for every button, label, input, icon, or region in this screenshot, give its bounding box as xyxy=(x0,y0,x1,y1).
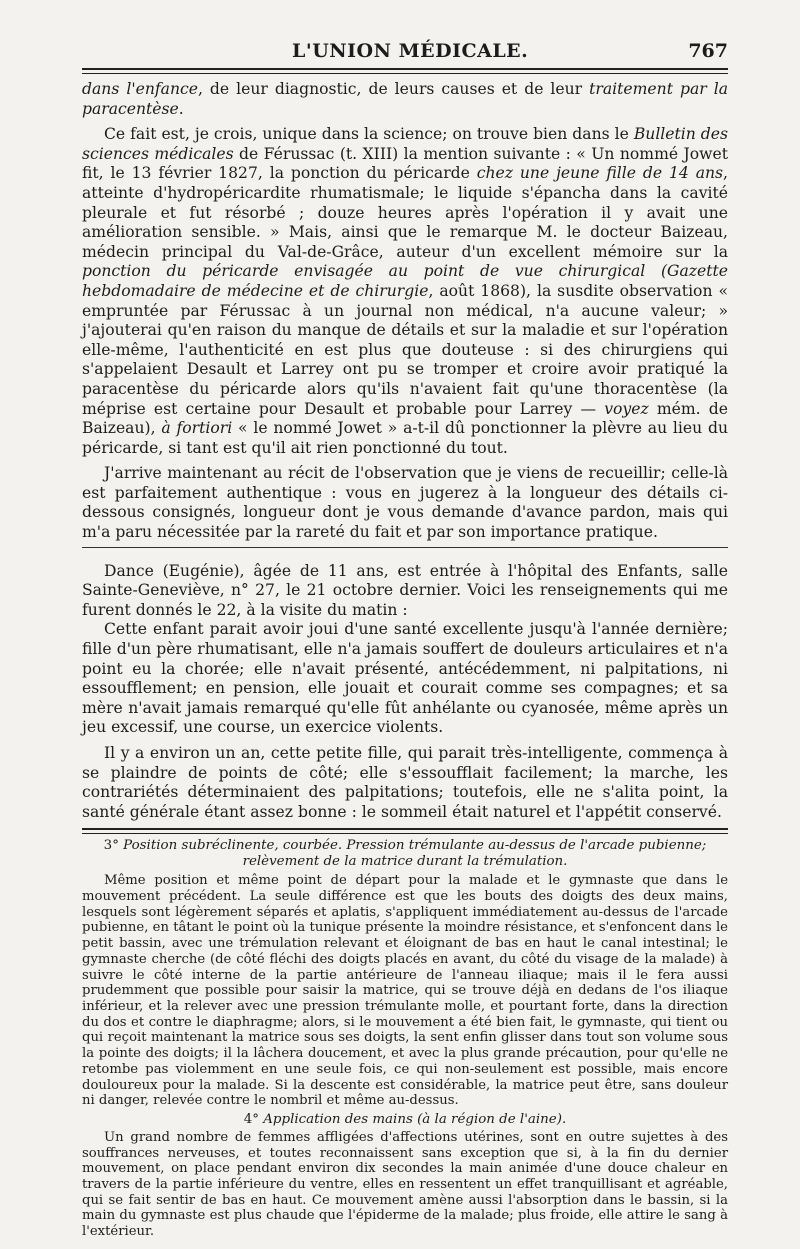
article-paragraph-5: Cette enfant parait avoir joui d'une santé excellente jusqu'à l'année dernière; fille d'un père rhumatisant, elle n'a jamais souffert de douleurs articulaires et n'a point eu la chorée; elle n'avait présenté, antécédemment, ni palpitations, ni essoufflement; en pension, elle jouait et courait comme ses compagnes; et sa mère n'avait jamais remarqué qu'elle fût anhélante ou cyanosée, même après un jeu excessif, une course, un exercice violents. xyxy=(82,620,728,737)
page-number: 767 xyxy=(688,40,728,62)
running-header xyxy=(82,28,728,62)
section-rule xyxy=(82,547,728,548)
feuilleton-body xyxy=(82,838,728,1239)
feuilleton-subheading: 4° Application des mains (à la région de l'aine). xyxy=(243,1111,567,1127)
article-body xyxy=(82,80,728,822)
header-rule xyxy=(82,68,728,74)
feuilleton-rule xyxy=(82,828,728,834)
feuilleton-paragraph-2: Un grand nombre de femmes affligées d'affections utérines, sont en outre sujettes à des souffrances nerveuses, et toutes reconnaissent sans exception que si, à la fin du dernier mouvement, on place pendant environ dix secondes la main animée d'une douce chaleur en travers de la partie inférieure du ventre, elles en ressentent un effet tranquillisant et agréable, qui se fait sentir de bas en haut. Ce mouvement amène aussi l'absorption dans le bassin, si la main du gymnaste est plus chaude que l'épiderme de la malade; plus froide, elle attire le sang à l'extérieur. xyxy=(82,1129,728,1240)
article-paragraph-6: Il y a environ un an, cette petite fille, qui parait très-intelligente, commença à se plaindre de points de côté; elle s'essoufflait facilement; la marche, les contrariétés déterminaient des palpitations; toutefois, elle ne s'alita point, la santé générale étant assez bonne : le sommeil était naturel et l'appétit conservé. xyxy=(82,744,728,821)
feuilleton-paragraph-1: Même position et même point de départ pour la malade et le gymnaste que dans le mouvement précédent. La seule différence est que les bouts des doigts des deux mains, lesquels sont légèrement séparés et aplatis, s'appliquent immédiatement au-dessus de l'arcade pubienne, en tâtant le point où la tunique présente la moindre résistance, et s'enfoncent dans le petit bassin, avec une trémulation relevant et éloignant de bas en haut le canal intestinal; le gymnaste cherche (de côté fléchi des doigts placés en avant, du côté du visage de la malade) à suivre le côté interne de la partie antérieure de l'anneau iliaque; mais il le fera aussi prudemment que possible pour saisir la matrice, qui se trouve déjà en dedans de l'os iliaque inférieur, et la relever avec une pression trémulante molle, et pourtant forte, dans la direction du dos et contre le diaphragme; alors, si le mouvement a été bien fait, le gymnaste, qui tient ou qui reçoit maintenant la matrice sous ses doigts, la sent enfin glisser dans tout son volume sous la pointe des doigts; il la lâchera doucement, et avec la plus grande précaution, pour qu'elle ne retombe pas violemment en une seule fois, ce qui non-seulement est possible, mais encore douloureux pour la malade. Si la descente est considérable, la matrice peut être, sans douleur ni danger, relevée contre le nombril et même au-dessus. xyxy=(82,873,728,1109)
feuilleton-heading: 3° Position subréclinente, courbée. Pression trémulante au-dessus de l'arcade pubienne; relèvement de la matrice durant la trémulation. xyxy=(103,838,707,870)
article-paragraph-2: Ce fait est, je crois, unique dans la science; on trouve bien dans le Bulletin des sciences médicales de Férussac (t. XIII) la mention suivante : « Un nommé Jowet fit, le 13 février 1827, la ponction du péricarde chez une jeune fille de 14 ans, atteinte d'hydropéricardite rhumatismale; le liquide s'épancha dans la cavité pleurale et fut résorbé ; douze heures après l'opération il y avait une amélioration sensible. » Mais, ainsi que le remarque M. le docteur Baizeau, médecin principal du Val-de-Grâce, auteur d'un excellent mémoire sur la ponction du péricarde envisagée au point de vue chirurgical (Gazette hebdomadaire de médecine et de chirurgie, août 1868), la susdite observation « empruntée par Férussac à un journal non médical, n'a aucune valeur; » j'ajouterai qu'en raison du manque de détails et sur la maladie et sur l'opération elle-même, l'authenticité en est plus que douteuse : si des chirurgiens qui s'appelaient Desault et Larrey ont pu se tromper et croire avoir pratiqué la paracentèse du péricarde alors qu'ils n'avaient fait qu'une thoracentèse (la méprise est certaine pour Desault et probable pour Larrey — voyez mém. de Baizeau), à fortiori « le nommé Jowet » a-t-il dû ponctionner la plèvre au lieu du péricarde, si tant est qu'il ait rien ponctionné du tout. xyxy=(82,125,729,457)
article-paragraph-4: Dance (Eugénie), âgée de 11 ans, est entrée à l'hôpital des Enfants, salle Sainte-Geneviève, n° 27, le 21 octobre dernier. Voici les renseignements qui me furent donnés le 22, à la visite du matin : xyxy=(82,561,728,619)
article-paragraph-1: dans l'enfance, de leur diagnostic, de leurs causes et de leur traitement par la paracentèse. xyxy=(82,80,728,118)
article-paragraph-3: J'arrive maintenant au récit de l'observation que je viens de recueillir; celle-là est parfaitement authentique : vous en jugerez à la longueur des détails ci-dessous consignés, longueur dont je vous demande d'avance pardon, mais qui m'a paru nécessitée par la rareté du fait et par son importance pratique. xyxy=(82,464,728,542)
journal-title: L'UNION MÉDICALE. xyxy=(292,40,529,62)
